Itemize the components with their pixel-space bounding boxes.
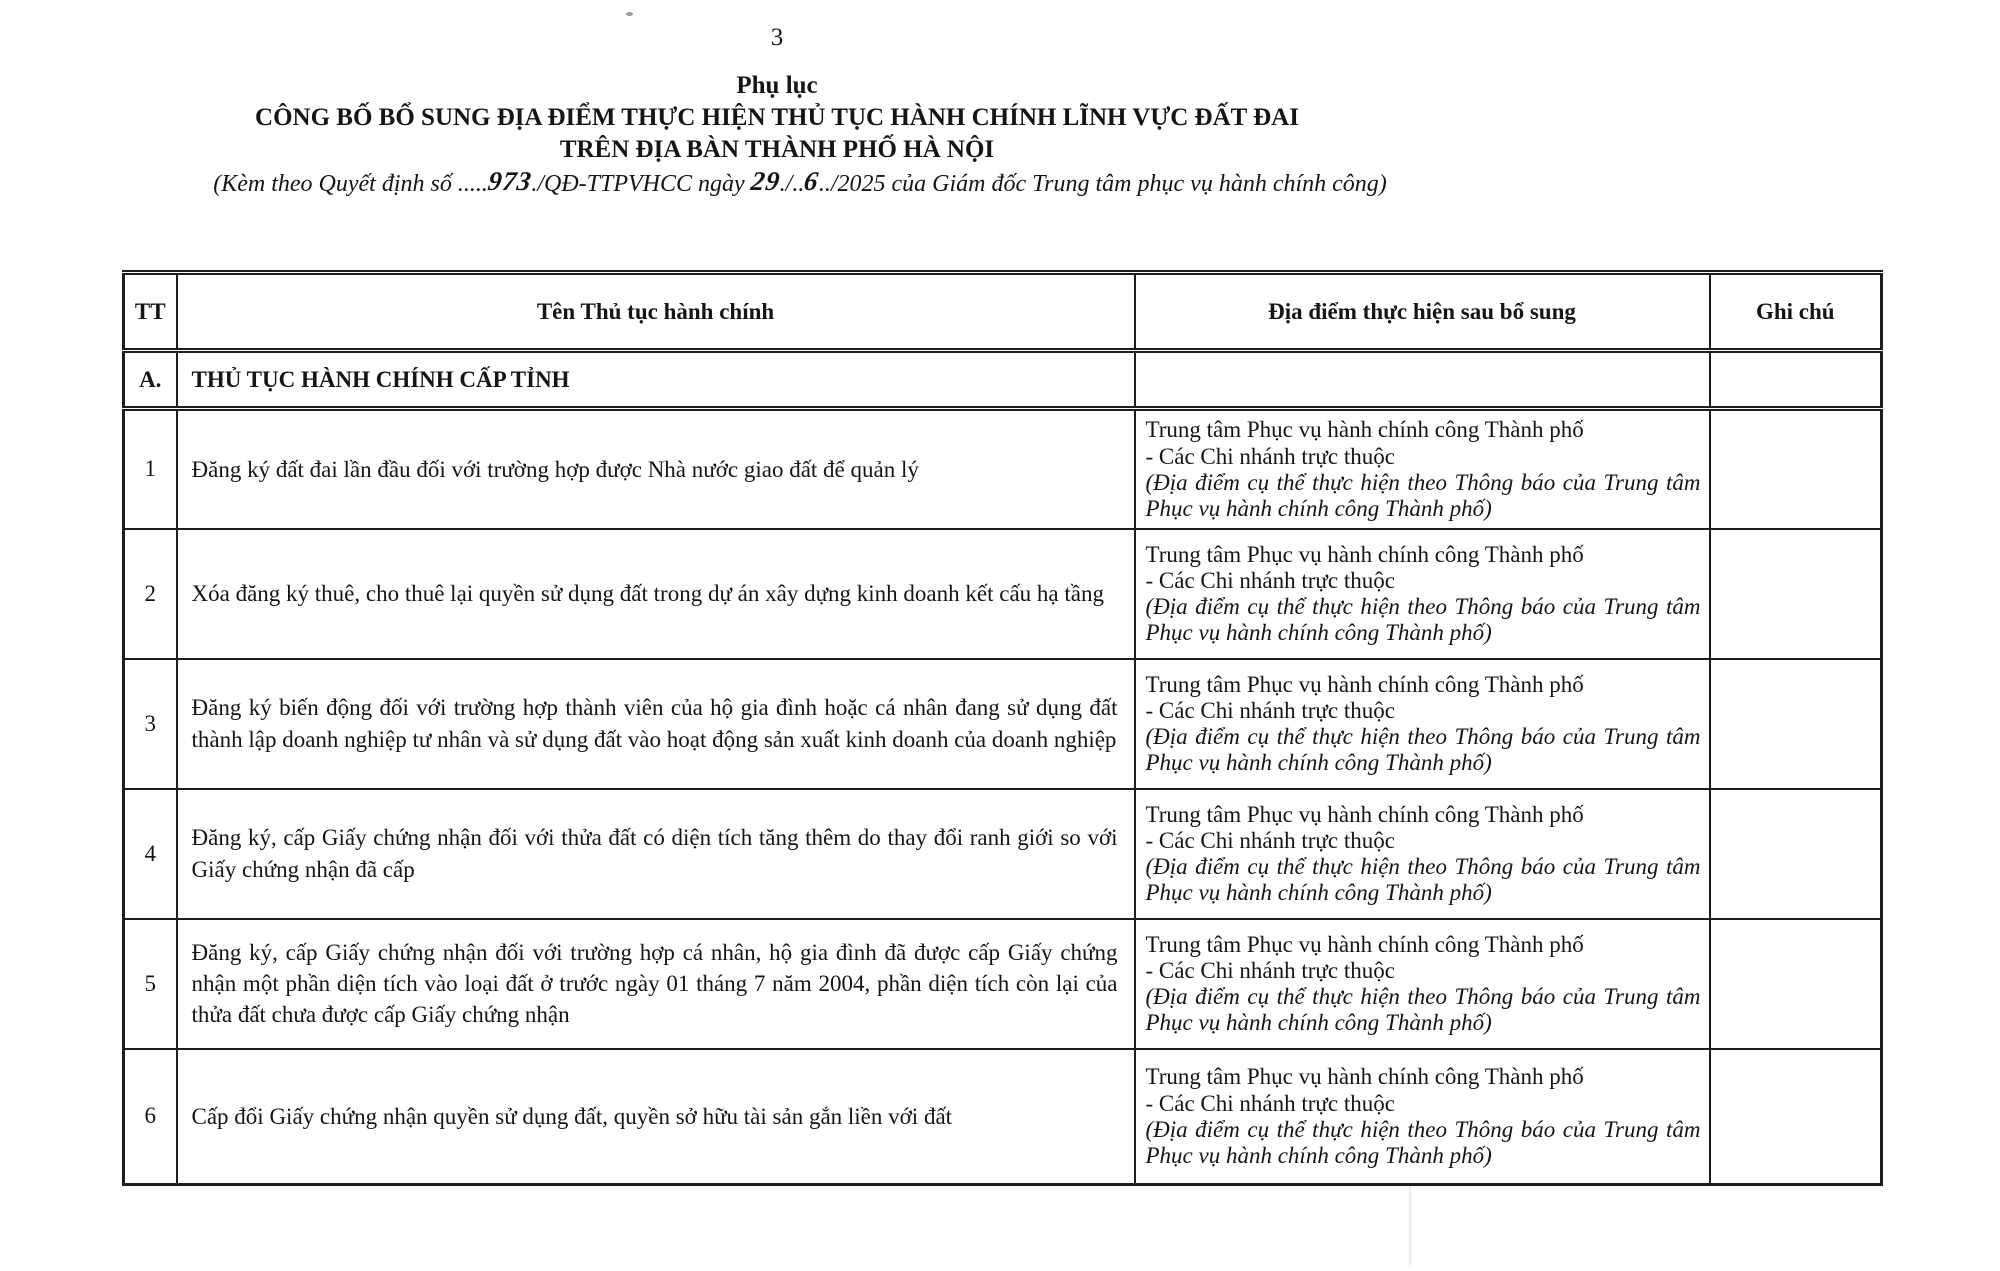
table-row [124, 1049, 1882, 1185]
header-note: Ghi chú [1710, 273, 1882, 351]
location-cell [1135, 1049, 1710, 1185]
location-cell [1135, 919, 1710, 1049]
appendix-label: Phụ lục [736, 72, 818, 99]
procedure-name: Đăng ký đất đai lần đầu đối với trường hợp được Nhà nước giao đất để quản lý [177, 409, 1135, 529]
location-note: (Địa điểm cụ thể thực hiện theo Thông báo của Trung tâm Phục vụ hành chính công Thành phố) [1145, 854, 1701, 906]
table-row [124, 409, 1882, 529]
row-number: 4 [124, 789, 177, 919]
handwritten-month: 6 [802, 166, 822, 196]
table-header-row [124, 273, 1882, 351]
section-title: THỦ TỤC HÀNH CHÍNH CẤP TỈNH [177, 351, 1135, 409]
section-location-cell [1135, 351, 1710, 409]
note-cell [1710, 529, 1882, 659]
section-row [124, 351, 1882, 409]
row-number: 2 [124, 529, 177, 659]
note-cell [1710, 1049, 1882, 1185]
row-number: 6 [124, 1049, 177, 1185]
location-line2: - Các Chi nhánh trực thuộc [1145, 697, 1395, 723]
document-title-line1: CÔNG BỐ BỔ SUNG ĐỊA ĐIỂM THỰC HIỆN THỦ TỤC HÀNH CHÍNH LĨNH VỰC ĐẤT ĐAI [255, 104, 1299, 131]
location-note: (Địa điểm cụ thể thực hiện theo Thông báo của Trung tâm Phục vụ hành chính công Thành phố) [1145, 594, 1701, 646]
table-row [124, 789, 1882, 919]
procedures-table [122, 270, 1883, 1186]
table-row [124, 659, 1882, 789]
location-line1: Trung tâm Phục vụ hành chính công Thành phố [1145, 1064, 1584, 1090]
handwritten-decision-number: 973 [485, 166, 534, 196]
location-cell [1135, 529, 1710, 659]
location-note: (Địa điểm cụ thể thực hiện theo Thông báo của Trung tâm Phục vụ hành chính công Thành phố) [1145, 1116, 1701, 1168]
procedure-name: Đăng ký biến động đối với trường hợp thành viên của hộ gia đình hoặc cá nhân đang sử dụng đất thành lập doanh nghiệp tư nhân và sử dụng đất vào hoạt động sản xuất kinh doanh của doanh nghiệp [177, 659, 1135, 789]
note-cell [1710, 659, 1882, 789]
location-note: (Địa điểm cụ thể thực hiện theo Thông báo của Trung tâm Phục vụ hành chính công Thành phố) [1145, 724, 1701, 776]
location-line1: Trung tâm Phục vụ hành chính công Thành phố [1145, 801, 1584, 827]
table-row [124, 529, 1882, 659]
procedure-name: Cấp đổi Giấy chứng nhận quyền sử dụng đất, quyền sở hữu tài sản gắn liền với đất [177, 1049, 1135, 1185]
decision-reference [0, 167, 1600, 198]
procedure-name: Đăng ký, cấp Giấy chứng nhận đối với trường hợp cá nhân, hộ gia đình đã được cấp Giấy chứng nhận một phần diện tích vào loại đất ở trước ngày 01 tháng 7 năm 2004, phần diện tích còn lại của thửa đất chưa được cấp Giấy chứng nhận [177, 919, 1135, 1049]
location-cell [1135, 409, 1710, 529]
subtitle-part1: (Kèm theo Quyết định số ..... [213, 171, 488, 197]
location-line1: Trung tâm Phục vụ hành chính công Thành phố [1145, 671, 1584, 697]
header-location: Địa điểm thực hiện sau bổ sung [1135, 273, 1710, 351]
location-line2: - Các Chi nhánh trực thuộc [1145, 443, 1395, 469]
note-cell [1710, 409, 1882, 529]
location-note: (Địa điểm cụ thể thực hiện theo Thông báo của Trung tâm Phục vụ hành chính công Thành phố) [1145, 469, 1701, 521]
header-tt: TT [124, 273, 177, 351]
row-number: 3 [124, 659, 177, 789]
location-note: (Địa điểm cụ thể thực hiện theo Thông báo của Trung tâm Phục vụ hành chính công Thành phố) [1145, 984, 1701, 1036]
location-line1: Trung tâm Phục vụ hành chính công Thành phố [1145, 931, 1584, 957]
handwritten-day: 29 [748, 166, 782, 196]
location-line2: - Các Chi nhánh trực thuộc [1145, 827, 1395, 853]
section-note-cell [1710, 351, 1882, 409]
location-line1: Trung tâm Phục vụ hành chính công Thành phố [1145, 541, 1584, 567]
row-number: 5 [124, 919, 177, 1049]
location-cell [1135, 659, 1710, 789]
table-row [124, 919, 1882, 1049]
procedure-name: Đăng ký, cấp Giấy chứng nhận đối với thửa đất có diện tích tăng thêm do thay đổi ranh giới so với Giấy chứng nhận đã cấp [177, 789, 1135, 919]
location-line2: - Các Chi nhánh trực thuộc [1145, 1090, 1395, 1116]
subtitle-part4: ../2025 của Giám đốc Trung tâm phục vụ hành chính công) [818, 171, 1387, 197]
subtitle-part2: ./QĐ-TTPVHCC ngày [531, 171, 751, 197]
scan-artifact-line [1409, 1185, 1411, 1265]
location-line2: - Các Chi nhánh trực thuộc [1145, 567, 1395, 593]
subtitle-part3: ./.. [779, 171, 805, 197]
procedure-name: Xóa đăng ký thuê, cho thuê lại quyền sử dụng đất trong dự án xây dựng kinh doanh kết cấu hạ tầng [177, 529, 1135, 659]
note-cell [1710, 919, 1882, 1049]
location-line2: - Các Chi nhánh trực thuộc [1145, 957, 1395, 983]
page-number: 3 [770, 24, 784, 51]
note-cell [1710, 789, 1882, 919]
document-title-line2: TRÊN ĐỊA BÀN THÀNH PHỐ HÀ NỘI [559, 136, 995, 163]
section-id: A. [124, 351, 177, 409]
header-procedure-name: Tên Thủ tục hành chính [177, 273, 1135, 351]
scan-artifact-dot [626, 12, 633, 16]
row-number: 1 [124, 409, 177, 529]
location-line1: Trung tâm Phục vụ hành chính công Thành phố [1145, 417, 1584, 443]
location-cell [1135, 789, 1710, 919]
